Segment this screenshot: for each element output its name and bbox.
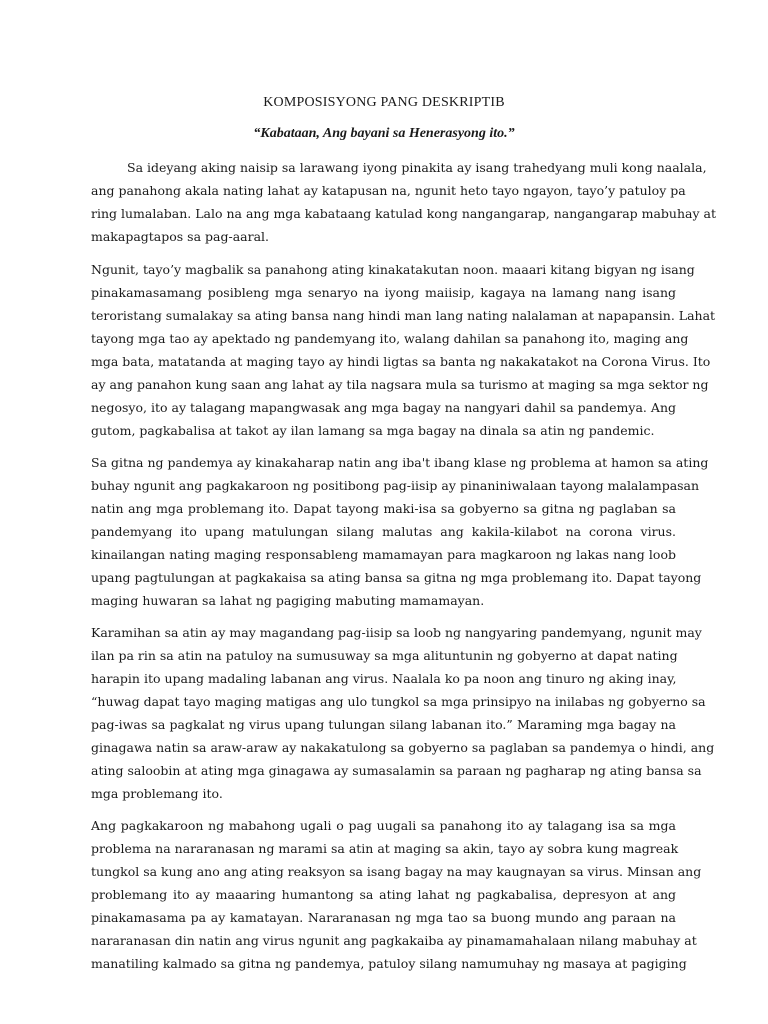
text-line: mga bata, matatanda at maging tayo ay hindi ligtas sa banta ng nakakatakot na Corona Virus. Ito	[91, 354, 711, 369]
text-line: tayong mga tao ay apektado ng pandemyang ito, walang dahilan sa panahong ito, maging ang	[91, 331, 689, 346]
text-line: ring lumalaban. Lalo na ang mga kabataang katulad kong nangangarap, nangangarap mabuhay at	[91, 206, 716, 221]
document-title: KOMPOSISYONG PANG DESKRIPTIB	[263, 95, 505, 110]
text-line: problema na nararanasan ng marami sa atin at maging sa akin, tayo ay sobra kung magreak	[91, 841, 679, 856]
text-line: Ngunit, tayo’y magbalik sa panahong ating kinakatakutan noon. maaari kitang bigyan ng isang	[91, 262, 695, 277]
text-line: Karamihan sa atin ay may magandang pag-iisip sa loob ng nangyaring pandemyang, ngunit may	[91, 625, 702, 640]
text-line: Sa gitna ng pandemya ay kinakaharap natin ang iba't ibang klase ng problema at hamon sa ating	[91, 455, 709, 470]
text-line: nararanasan din natin ang virus ngunit ang pagkakaiba ay pinamamahalaan nilang mabuhay at	[91, 933, 697, 948]
text-line: pag-iwas sa pagkalat ng virus upang tulungan silang labanan ito.” Maraming mga bagay na	[91, 717, 676, 732]
text-line: upang pagtulungan at pagkakaisa sa ating bansa sa gitna ng mga problemang ito. Dapat tayong	[91, 570, 702, 585]
text-line: kinailangan nating maging responsableng mamamayan para magkaroon ng lakas nang loob	[91, 547, 676, 562]
text-line: makapagtapos sa pag-aaral.	[91, 229, 270, 244]
text-line: buhay ngunit ang pagkakaroon ng positibong pag-iisip ay pinaniniwalaan tayong malalampasan	[91, 478, 700, 493]
text-line: ang panahong akala nating lahat ay katapusan na, ngunit heto tayo ngayon, tayo’y patuloy pa	[91, 183, 686, 198]
text-line: ginagawa natin sa araw-araw ay nakakatulong sa gobyerno sa paglaban sa pandemya o hindi, ang	[91, 740, 715, 755]
text-line: ating saloobin at ating mga ginagawa ay sumasalamin sa paraan ng pagharap ng ating bansa sa	[91, 763, 702, 778]
text-line: pinakamasamang posibleng mga senaryo na iyong maiisip, kagaya na lamang nang isang	[91, 285, 676, 300]
text-line: negosyo, ito ay talagang mapangwasak ang mga bagay na nangyari dahil sa pandemya. Ang	[91, 400, 676, 415]
text-line: maging huwaran sa lahat ng pagiging mabuting mamamayan.	[91, 593, 485, 608]
text-line: ilan pa rin sa atin na patuloy na sumusuway sa mga alituntunin ng gobyerno at dapat nating	[91, 648, 678, 663]
text-line: “huwag dapat tayo maging matigas ang ulo tungkol sa mga prinsipyo na inilabas ng gobyerno sa	[91, 694, 706, 709]
text-line	[91, 976, 676, 998]
text-line: manatiling kalmado sa gitna ng pandemya, patuloy silang namumuhay ng masaya at pagiging	[91, 956, 687, 971]
text-line: mga problemang ito.	[91, 786, 223, 801]
text-line: natin ang mga problemang ito. Dapat tayong maki-isa sa gobyerno sa gitna ng paglaban sa	[91, 501, 676, 516]
text-line: pinakamasama pa ay kamatayan. Nararanasan ng mga tao sa buong mundo ang paraan na	[91, 910, 676, 925]
text-line: Sa ideyang aking naisip sa larawang iyong pinakita ay isang trahedyang muli kong naalala,	[127, 160, 707, 175]
text-line: tungkol sa kung ano ang ating reaksyon sa isang bagay na may kaugnayan sa virus. Minsan ang	[91, 864, 702, 879]
text-line: teroristang sumalakay sa ating bansa nang hindi man lang nating nalalaman at napapansin. Lahat	[91, 308, 716, 323]
text-line: pandemyang ito upang matulungan silang malutas ang kakila-kilabot na corona virus.	[91, 524, 676, 539]
text-line: ay ang panahon kung saan ang lahat ay tila nagsara mula sa turismo at maging sa mga sektor ng	[91, 377, 709, 392]
document-subtitle: “Kabataan, Ang bayani sa Henerasyong ito.”	[253, 126, 515, 141]
text-line: gutom, pagkabalisa at takot ay ilan lamang sa mga bagay na dinala sa atin ng pandemic.	[91, 423, 655, 438]
text-line: harapin ito upang madaling labanan ang virus. Naalala ko pa noon ang tinuro ng aking inay,	[91, 671, 677, 686]
text-line: Ang pagkakaroon ng mabahong ugali o pag uugali sa panahong ito ay talagang isa sa mga	[91, 818, 676, 833]
text-line: problemang ito ay maaaring humantong sa ating lahat ng pagkabalisa, depresyon at ang	[91, 887, 676, 902]
